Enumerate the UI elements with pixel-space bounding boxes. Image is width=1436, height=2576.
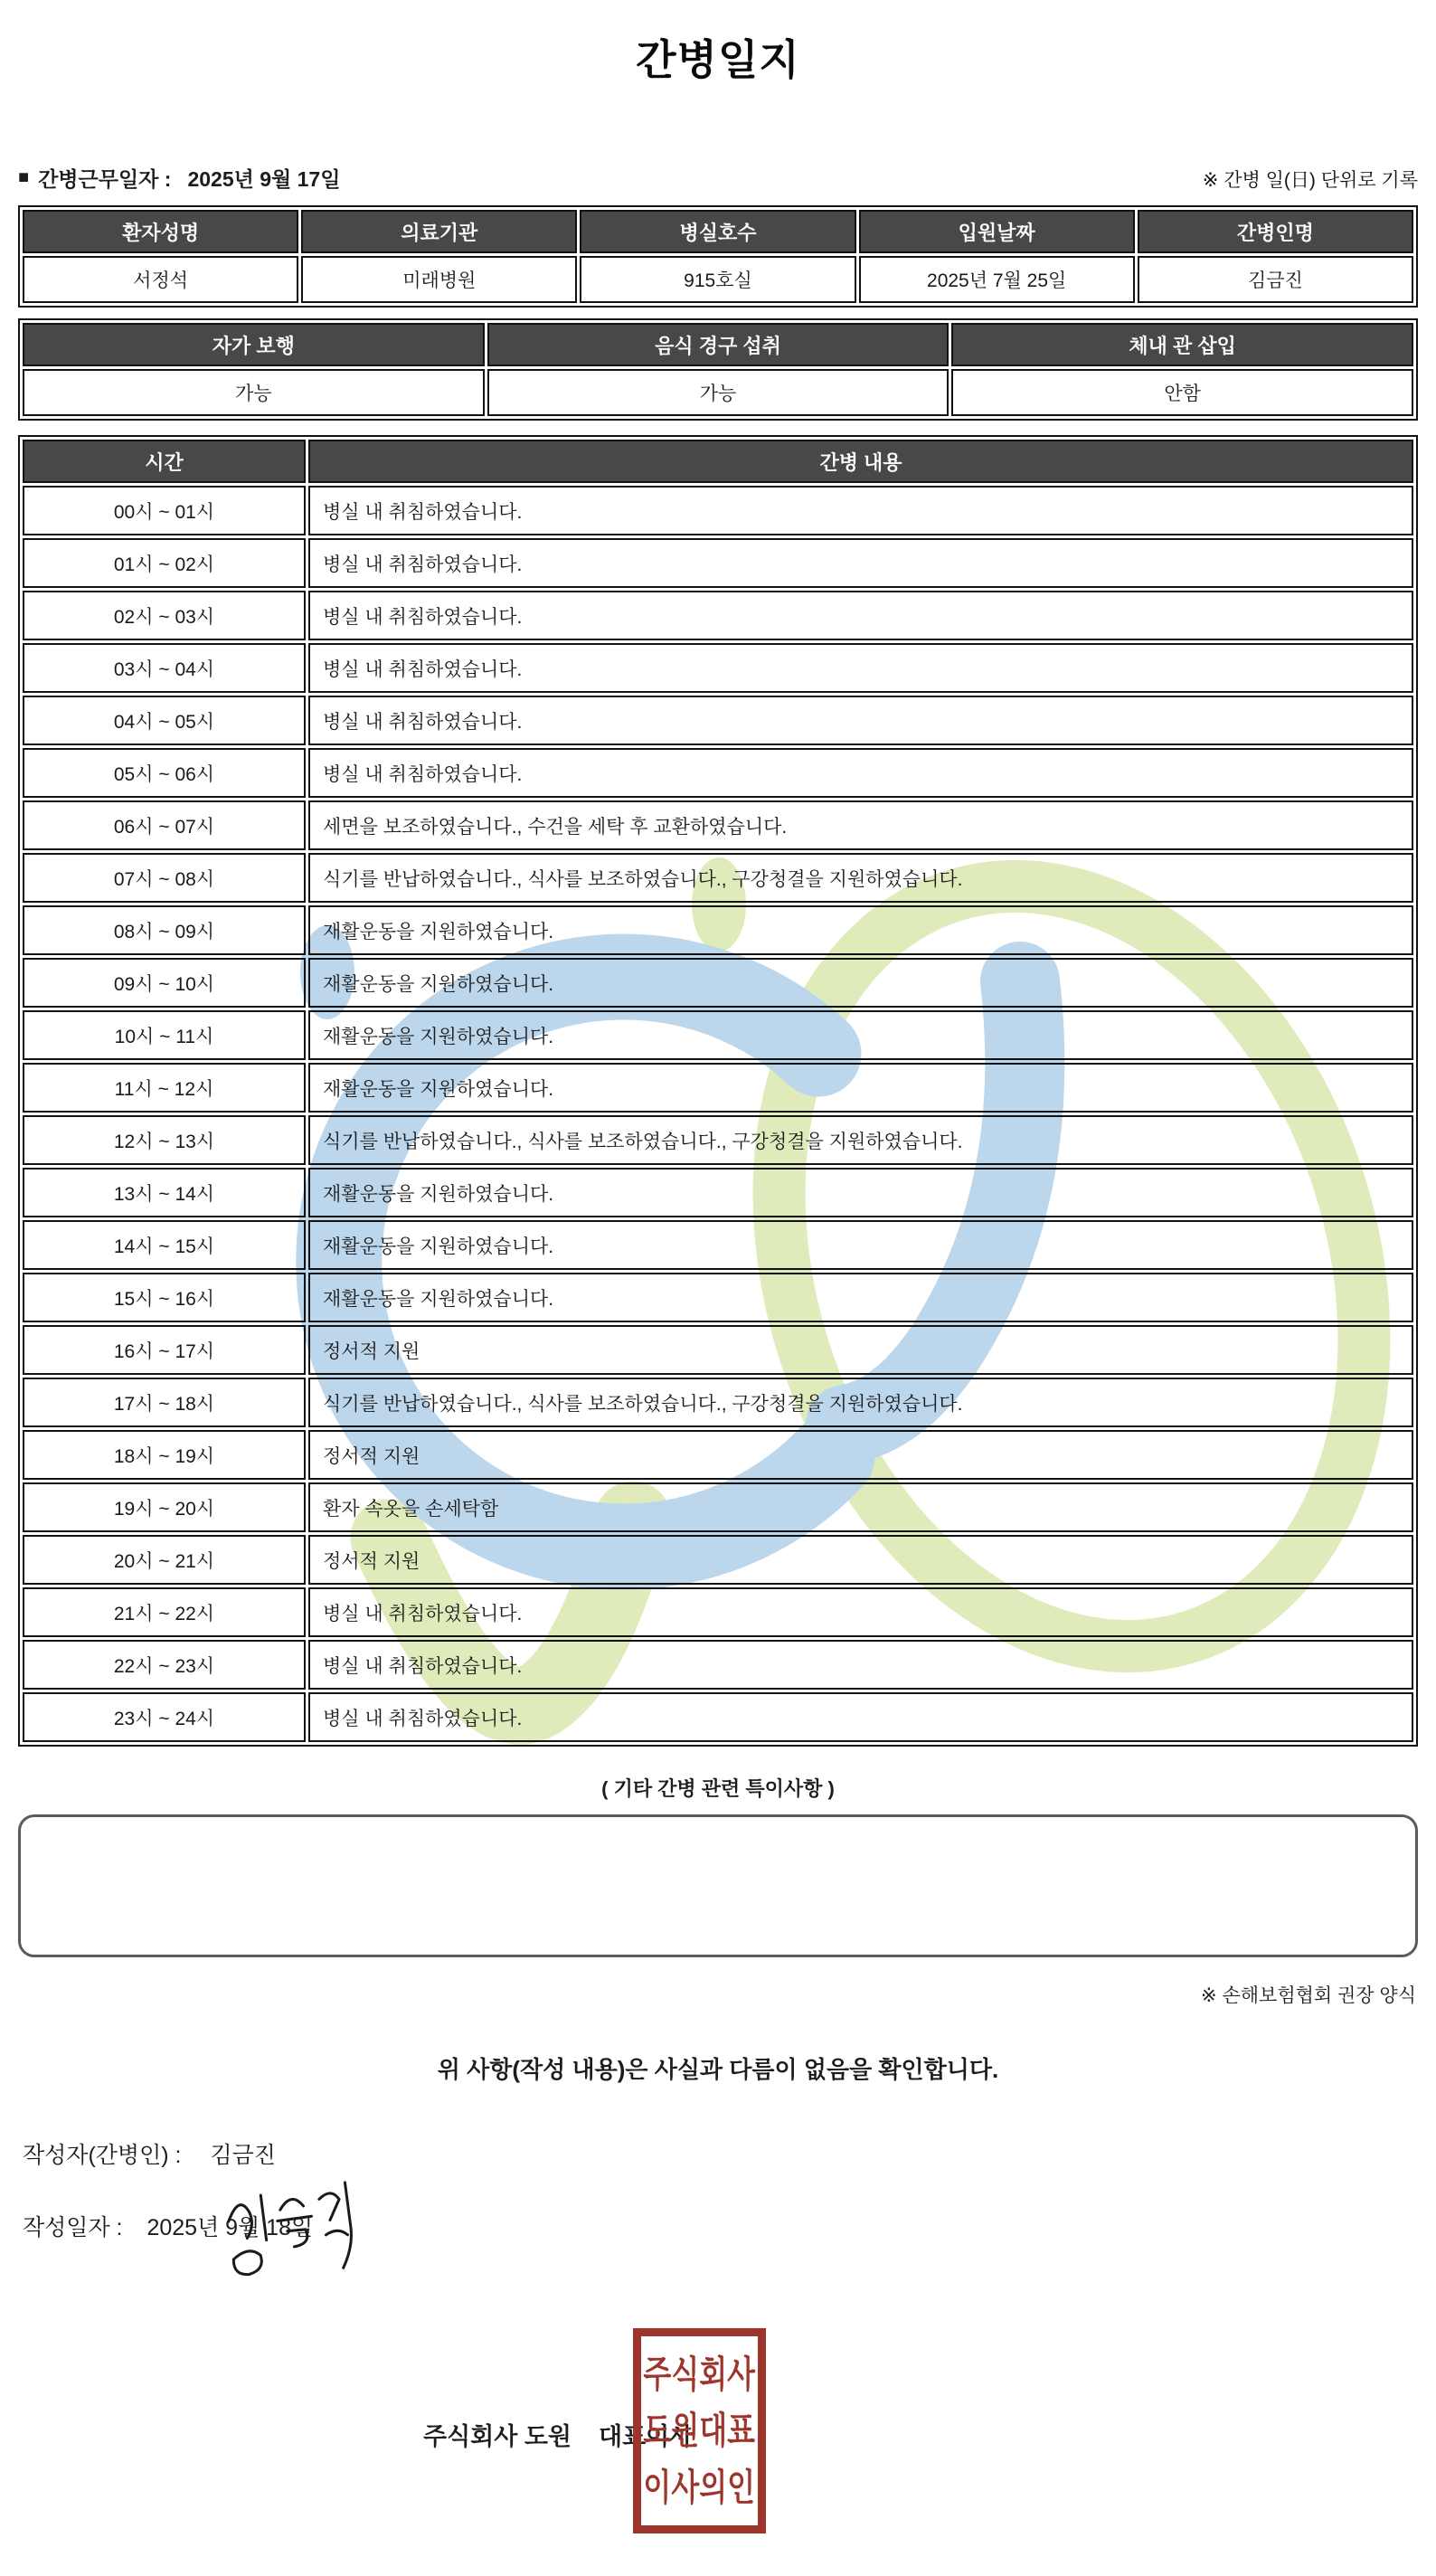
col-header-tube-insertion: 체내 관 삽입 xyxy=(951,323,1413,366)
care-time: 04시 ~ 05시 xyxy=(23,696,306,745)
table-row xyxy=(23,1535,1413,1585)
confirmation-statement: 위 사항(작성 내용)은 사실과 다름이 없음을 확인합니다. xyxy=(437,2056,999,2083)
care-content: 재활운동을 지원하였습니다. xyxy=(308,905,1413,955)
care-time: 14시 ~ 15시 xyxy=(23,1220,306,1270)
table-row xyxy=(23,800,1413,850)
col-header-admission-date: 입원날짜 xyxy=(859,210,1135,253)
care-content: 정서적 지원 xyxy=(308,1430,1413,1480)
handwritten-signature xyxy=(217,2178,371,2291)
meta-row xyxy=(18,163,1418,193)
self-walking-value: 가능 xyxy=(23,369,485,416)
care-content: 정서적 지원 xyxy=(308,1535,1413,1585)
care-content: 식기를 반납하였습니다., 식사를 보조하였습니다., 구강청결을 지원하였습니다. xyxy=(308,1115,1413,1165)
patient-name: 서정석 xyxy=(23,256,298,303)
care-time: 03시 ~ 04시 xyxy=(23,643,306,693)
care-content: 병실 내 취침하였습니다. xyxy=(308,1640,1413,1690)
care-time: 10시 ~ 11시 xyxy=(23,1010,306,1060)
patient-info-table xyxy=(18,205,1418,308)
table-row xyxy=(23,1482,1413,1532)
care-content: 병실 내 취침하였습니다. xyxy=(308,591,1413,640)
seal-line: 도원대표 xyxy=(643,2410,756,2451)
work-date-value: 2025년 9월 17일 xyxy=(187,167,341,191)
care-time: 21시 ~ 22시 xyxy=(23,1587,306,1637)
work-date xyxy=(18,163,340,193)
care-log-table xyxy=(18,435,1418,1747)
seal-line: 이사의인 xyxy=(643,2466,756,2508)
care-content: 환자 속옷을 손세탁함 xyxy=(308,1482,1413,1532)
work-date-label: 간병근무일자 : xyxy=(38,167,172,191)
patient-value-row xyxy=(23,256,1413,303)
form-note: ※ 손해보험협회 권장 양식 xyxy=(1201,1985,1416,2006)
care-time: 19시 ~ 20시 xyxy=(23,1482,306,1532)
oral-intake-value: 가능 xyxy=(487,369,949,416)
table-row xyxy=(23,1640,1413,1690)
care-time: 02시 ~ 03시 xyxy=(23,591,306,640)
square-bullet-icon: ■ xyxy=(18,167,30,187)
care-content: 세면을 보조하였습니다., 수건을 세탁 후 교환하였습니다. xyxy=(308,800,1413,850)
care-content: 재활운동을 지원하였습니다. xyxy=(308,1273,1413,1322)
table-row xyxy=(23,696,1413,745)
table-row xyxy=(23,1063,1413,1113)
company-ceo-line: 주식회사 도원 대표이사 xyxy=(423,2423,694,2450)
patient-header-row xyxy=(23,210,1413,253)
care-content: 병실 내 취침하였습니다. xyxy=(308,486,1413,535)
care-time: 20시 ~ 21시 xyxy=(23,1535,306,1585)
care-content: 재활운동을 지원하였습니다. xyxy=(308,958,1413,1008)
care-time: 06시 ~ 07시 xyxy=(23,800,306,850)
table-row xyxy=(23,1692,1413,1742)
table-row xyxy=(23,1220,1413,1270)
table-row xyxy=(23,853,1413,903)
written-date-label: 작성일자 : xyxy=(23,2215,123,2240)
care-time: 15시 ~ 16시 xyxy=(23,1273,306,1322)
room-number: 915호실 xyxy=(580,256,855,303)
care-time: 09시 ~ 10시 xyxy=(23,958,306,1008)
hospital-name: 미래병원 xyxy=(301,256,577,303)
status-value-row xyxy=(23,369,1413,416)
col-header-self-walking: 자가 보행 xyxy=(23,323,485,366)
care-time: 22시 ~ 23시 xyxy=(23,1640,306,1690)
care-content: 병실 내 취침하였습니다. xyxy=(308,1692,1413,1742)
table-row xyxy=(23,748,1413,798)
caregiver-name: 김금진 xyxy=(1138,256,1413,303)
care-content: 식기를 반납하였습니다., 식사를 보조하였습니다., 구강청결을 지원하였습니다. xyxy=(308,853,1413,903)
care-content: 병실 내 취침하였습니다. xyxy=(308,643,1413,693)
col-header-caregiver-name: 간병인명 xyxy=(1138,210,1413,253)
table-row xyxy=(23,1587,1413,1637)
table-row xyxy=(23,1325,1413,1375)
page-title: 간병일지 xyxy=(636,36,800,83)
col-header-hospital: 의료기관 xyxy=(301,210,577,253)
care-time: 18시 ~ 19시 xyxy=(23,1430,306,1480)
care-content: 식기를 반납하였습니다., 식사를 보조하였습니다., 구강청결을 지원하였습니다. xyxy=(308,1378,1413,1427)
admission-date: 2025년 7월 25일 xyxy=(859,256,1135,303)
care-time: 12시 ~ 13시 xyxy=(23,1115,306,1165)
care-time: 07시 ~ 08시 xyxy=(23,853,306,903)
table-row xyxy=(23,905,1413,955)
table-row xyxy=(23,1378,1413,1427)
writer-label: 작성자(간병인) : xyxy=(23,2143,182,2168)
care-content: 재활운동을 지원하였습니다. xyxy=(308,1220,1413,1270)
writer-row xyxy=(23,2137,1436,2170)
tube-insertion-value: 안함 xyxy=(951,369,1413,416)
corporate-seal-stamp xyxy=(633,2328,766,2533)
care-time: 23시 ~ 24시 xyxy=(23,1692,306,1742)
care-content: 재활운동을 지원하였습니다. xyxy=(308,1168,1413,1217)
care-content: 재활운동을 지원하였습니다. xyxy=(308,1010,1413,1060)
table-row xyxy=(23,958,1413,1008)
care-content: 재활운동을 지원하였습니다. xyxy=(308,1063,1413,1113)
seal-line: 주식회사 xyxy=(643,2353,756,2395)
care-time: 13시 ~ 14시 xyxy=(23,1168,306,1217)
care-log-header-row xyxy=(23,440,1413,483)
notes-box xyxy=(18,1814,1418,1957)
table-row xyxy=(23,1168,1413,1217)
care-content: 병실 내 취침하였습니다. xyxy=(308,538,1413,588)
care-time: 17시 ~ 18시 xyxy=(23,1378,306,1427)
table-row xyxy=(23,591,1413,640)
table-row xyxy=(23,643,1413,693)
care-time: 01시 ~ 02시 xyxy=(23,538,306,588)
written-date-value: 2025년 9월 18일 xyxy=(146,2215,314,2240)
patient-status-table xyxy=(18,318,1418,421)
care-time: 00시 ~ 01시 xyxy=(23,486,306,535)
table-row xyxy=(23,1115,1413,1165)
care-content: 병실 내 취침하였습니다. xyxy=(308,1587,1413,1637)
table-row xyxy=(23,1273,1413,1322)
table-row xyxy=(23,538,1413,588)
col-header-oral-intake: 음식 경구 섭취 xyxy=(487,323,949,366)
care-time: 08시 ~ 09시 xyxy=(23,905,306,955)
col-header-time: 시간 xyxy=(23,440,306,483)
care-content: 병실 내 취침하였습니다. xyxy=(308,748,1413,798)
table-row xyxy=(23,1010,1413,1060)
status-header-row xyxy=(23,323,1413,366)
table-row xyxy=(23,1430,1413,1480)
care-time: 05시 ~ 06시 xyxy=(23,748,306,798)
care-content: 정서적 지원 xyxy=(308,1325,1413,1375)
col-header-patient-name: 환자성명 xyxy=(23,210,298,253)
care-time: 16시 ~ 17시 xyxy=(23,1325,306,1375)
unit-note: ※ 간병 일(日) 단위로 기록 xyxy=(1202,170,1418,191)
care-content: 병실 내 취침하였습니다. xyxy=(308,696,1413,745)
care-time: 11시 ~ 12시 xyxy=(23,1063,306,1113)
col-header-care-content: 간병 내용 xyxy=(308,440,1413,483)
col-header-room: 병실호수 xyxy=(580,210,855,253)
notes-title: ( 기타 간병 관련 특이사항 ) xyxy=(601,1777,835,1800)
table-row xyxy=(23,486,1413,535)
writer-name: 김금진 xyxy=(210,2143,276,2168)
